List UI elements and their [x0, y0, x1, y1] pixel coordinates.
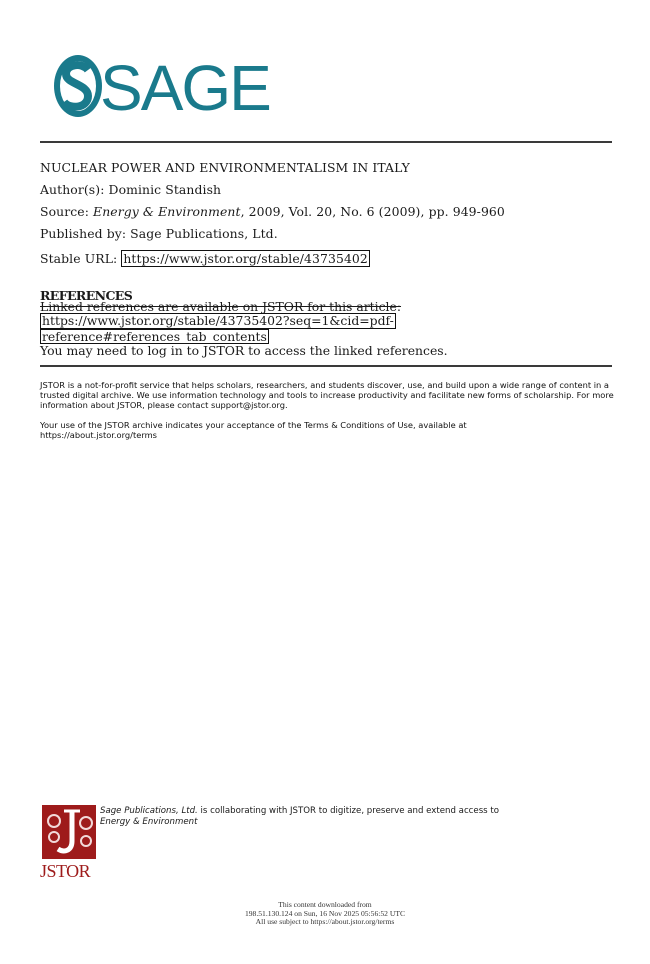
sage-logo: [52, 52, 282, 122]
jstor-emblem-icon: [42, 805, 96, 859]
footer-line-2: 198.51.130.124 on Sun, 16 Nov 2025 05:56:52 UTC: [244, 908, 406, 918]
terms-notice-paragraph: Your use of the JSTOR archive indicates your acceptance of the Terms & Conditions of Use, available at https://about.jstor.org/terms: [40, 420, 467, 441]
author-label: Author(s):: [40, 182, 105, 197]
references-link[interactable]: [40, 313, 448, 344]
collaboration-statement: [100, 806, 499, 827]
jstor-logo-text: JSTOR: [40, 861, 91, 881]
collab-journal: Energy & Environment: [100, 816, 198, 827]
download-footer: [0, 901, 650, 927]
stable-url-link[interactable]: https://www.jstor.org/stable/43735402: [123, 251, 368, 266]
jstor-notice-paragraph: JSTOR is a not-for-profit service that helps scholars, researchers, and students discover, use, and build upon a wide range of content in a trusted digital archive. We use information technology and tools to increase productivity and facilitate new forms of scholarship. For more information about JSTOR, please contact support@jstor.org.: [40, 380, 614, 411]
journal-name: Energy & Environment: [93, 204, 241, 219]
sage-logo-text: SAGE: [100, 52, 270, 122]
source-details: , 2009, Vol. 20, No. 6 (2009), pp. 949-960: [240, 204, 505, 219]
references-intro: Linked references are available on JSTOR for this article:: [40, 299, 402, 314]
source-line: [40, 205, 505, 219]
references-link-line1[interactable]: https://www.jstor.org/stable/43735402?seq=1&cid=pdf-: [42, 313, 394, 329]
top-divider: [40, 141, 612, 143]
references-link-line2[interactable]: reference#references_tab_contents: [42, 328, 267, 344]
footer-line-3: All use subject to https://about.jstor.org/terms: [255, 917, 395, 927]
stable-url-label: Stable URL:: [40, 251, 118, 266]
publisher-line: [40, 227, 278, 241]
references-heading: REFERENCES: [40, 288, 133, 303]
references-note: You may need to log in to JSTOR to access the linked references.: [40, 343, 448, 359]
published-label: Published by:: [40, 226, 127, 241]
collab-text: is collaborating with JSTOR to digitize, preserve and extend access to: [197, 806, 500, 816]
article-title: NUCLEAR POWER AND ENVIRONMENTALISM IN ITALY: [40, 160, 410, 175]
footer-line-1: This content downloaded from: [278, 900, 372, 909]
author-line: [40, 183, 221, 197]
middle-divider: [40, 365, 612, 367]
collab-publisher: Sage Publications, Ltd.: [100, 806, 198, 816]
references-body: [40, 300, 448, 358]
publisher-name: Sage Publications, Ltd.: [130, 226, 278, 241]
source-label: Source:: [40, 204, 89, 219]
author-name: Dominic Standish: [108, 182, 222, 197]
stable-url-line: [40, 252, 370, 266]
